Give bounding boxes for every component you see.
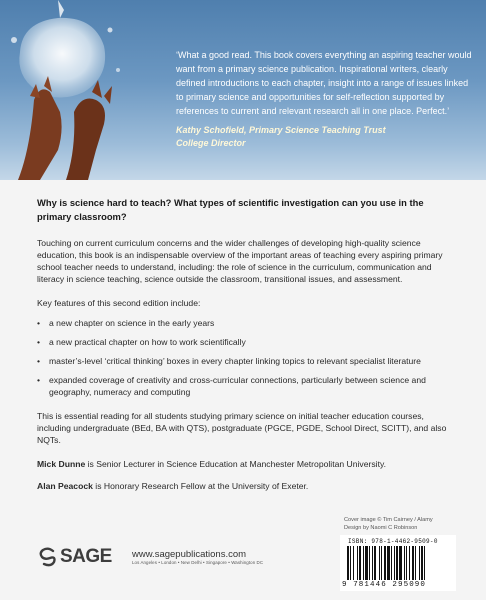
isbn-barcode <box>340 535 456 591</box>
lead-question: Why is science hard to teach? What types of scientific investigation can you use in the primary classroom? <box>37 197 424 222</box>
list-item: • master’s-level ‘critical thinking’ boxes in every chapter linking topics to relevant specialist literature <box>37 356 421 366</box>
barcode-number: 9 781446 295090 <box>342 581 427 589</box>
quote-attribution <box>176 124 472 150</box>
cover-credits <box>344 517 433 532</box>
design-credit: Design by Naomi C Robinson <box>344 524 418 531</box>
quote-text: ‘What a good read. This book covers everything an aspiring teacher would want from a primary science publication. Inspirational writers, clearly defined introductions to each chapter, insight into a range of issues linked to primary science and opportunities for self-reflection supported by references to current and relevant research all in one place. Perfect.’ <box>176 50 472 116</box>
intro-paragraph: Touching on current curriculum concerns and the wider challenges of developing high-quality science education, this book is an indispensable overview of the important areas of teaching every aspiring primary school teacher needs to understand, including: the role of science in the curriculum, communication and literacy in science teaching, science outside the classroom, transitional issues, and assessment. <box>37 238 443 284</box>
list-item: • expanded coverage of creativity and cross-curricular connections, particularly between science and geography, numeracy and computing <box>37 375 426 397</box>
bullet-icon: • <box>37 337 41 347</box>
barcode-bars-icon <box>346 546 450 580</box>
quote-author: Kathy Schofield, Primary Science Teaching Trust <box>176 125 386 135</box>
quote-author-role: College Director <box>176 138 246 148</box>
endorsement-quote <box>176 48 472 150</box>
author-bio: Mick Dunne is Senior Lecturer in Science Education at Manchester Metropolitan University. <box>37 459 386 469</box>
publisher-cities: Los Angeles • London • New Delhi • Singapore • Washington DC <box>132 560 264 565</box>
sage-swirl-icon <box>37 546 59 568</box>
isbn-text: ISBN: 978-1-4462-9509-0 <box>348 538 438 545</box>
features-list <box>37 317 457 398</box>
list-item: • a new practical chapter on how to work scientifically <box>37 337 246 347</box>
back-cover-body <box>37 196 457 502</box>
sage-logo-text: SAGE <box>60 546 112 567</box>
bullet-icon: • <box>37 375 41 385</box>
publisher-url[interactable]: www.sagepublications.com <box>132 549 247 560</box>
author-bio: Alan Peacock is Honorary Research Fellow at the University of Exeter. <box>37 481 309 491</box>
list-item: • a new chapter on science in the early years <box>37 318 215 328</box>
features-intro: Key features of this second edition include: <box>37 298 201 308</box>
author-name: Mick Dunne <box>37 459 86 469</box>
author-name: Alan Peacock <box>37 481 93 491</box>
bullet-icon: • <box>37 356 41 366</box>
audience-paragraph: This is essential reading for all students studying primary science on initial teacher education courses, including undergraduate (BEd, BA with QTS), postgraduate (PGCE, PGDE, School Direct, SCITT), and also NQTs. <box>37 411 447 445</box>
cover-photo-water-balloon-hands <box>0 0 150 180</box>
publisher-info <box>132 549 263 566</box>
cover-image-credit: Cover image © Tim Cairney / Alamy <box>344 517 433 523</box>
sage-logo <box>37 546 112 568</box>
bullet-icon: • <box>37 318 41 328</box>
